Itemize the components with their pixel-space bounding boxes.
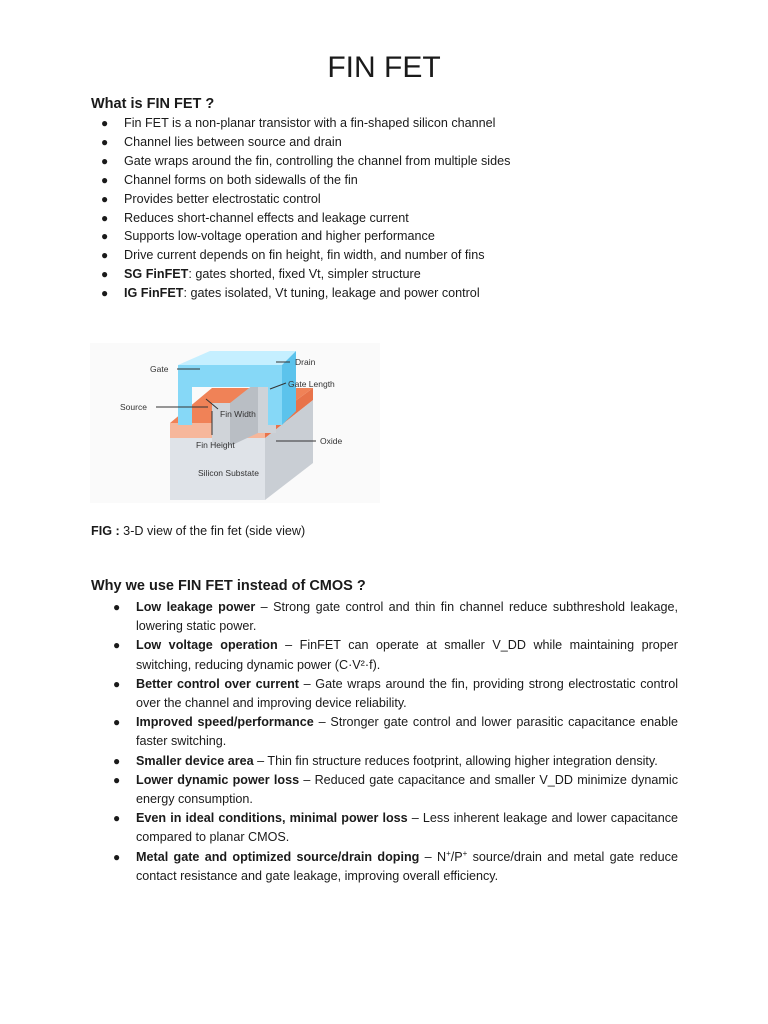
bullet-icon: ● — [113, 772, 121, 787]
list-item: ● Even in ideal conditions, minimal power loss – Less inherent leakage and lower capacitance compared to planar CMOS. — [113, 811, 678, 845]
bullet-icon: ● — [113, 715, 121, 730]
list-item: ● Channel forms on both sidewalls of the fin — [91, 171, 510, 190]
bullet-icon: ● — [101, 267, 109, 282]
list-item: ● Drive current depends on fin height, fin width, and number of fins — [91, 246, 510, 265]
ig-finfet-term: IG FinFET — [124, 286, 184, 301]
definition-list — [91, 114, 510, 303]
list-item: ● Better control over current – Gate wraps around the fin, providing strong electrostatic control over the channel and improving device reliability. — [113, 676, 678, 711]
bullet-icon: ● — [101, 191, 109, 206]
list-item: ● Smaller device area – Thin fin structure reduces footprint, allowing higher integration density. — [91, 752, 678, 771]
list-item: ● Low voltage operation – FinFET can operate at smaller V_DD while maintaining proper switching, reducing dynamic power (C·V²·f). — [113, 638, 678, 672]
bullet-icon: ● — [101, 172, 109, 187]
oxide-label: Oxide — [320, 436, 343, 446]
bullet-icon: ● — [101, 153, 109, 168]
bullet-icon: ● — [101, 286, 109, 301]
bullet-icon: ● — [101, 229, 109, 244]
list-item: ● Channel lies between source and drain — [91, 133, 510, 152]
list-item: ● Gate wraps around the fin, controlling the channel from multiple sides — [91, 152, 510, 171]
bullet-icon: ● — [113, 600, 121, 614]
list-item: ● Metal gate and optimized source/drain doping – N+/P+ source/drain and metal gate reduce contact resistance and gate leakage, improving overall efficiency. — [113, 848, 678, 883]
substrate-label: Silicon Substate — [198, 468, 259, 478]
bullet-icon: ● — [113, 753, 121, 768]
bullet-icon: ● — [113, 849, 121, 864]
section-heading-why-finfet: Why we use FIN FET instead of CMOS ? — [91, 578, 366, 594]
bullet-icon: ● — [101, 134, 109, 149]
list-item: ● Reduces short-channel effects and leakage current — [91, 209, 510, 228]
gate-label: Gate — [150, 364, 169, 374]
list-item: ● Provides better electrostatic control — [91, 190, 510, 209]
list-item: ● Lower dynamic power loss – Reduced gate capacitance and smaller V_DD minimize dynamic energy consumption. — [113, 772, 678, 807]
list-item: ● Improved speed/performance – Stronger gate control and lower parasitic capacitance enable faster switching. — [113, 715, 678, 749]
list-item: ● Fin FET is a non-planar transistor with a fin-shaped silicon channel — [91, 114, 510, 133]
bullet-icon: ● — [101, 210, 109, 225]
finfet-3d-diagram — [90, 343, 380, 503]
fin-width-label: Fin Width — [220, 409, 256, 419]
page-title: FIN FET — [327, 51, 441, 84]
list-item: ● IG FinFET: gates isolated, Vt tuning, leakage and power control — [91, 284, 510, 303]
bullet-icon: ● — [101, 116, 109, 130]
caption-prefix: FIG : — [91, 524, 120, 538]
finfet-diagram-svg — [90, 343, 380, 503]
figure-caption — [91, 522, 305, 540]
section-heading-what-is: What is FIN FET ? — [91, 96, 215, 112]
advantages-list — [91, 598, 678, 886]
gate-length-label: Gate Length — [288, 379, 335, 389]
bullet-icon: ● — [113, 638, 121, 653]
bullet-icon: ● — [113, 811, 121, 826]
list-item: ● Low leakage power – Strong gate control and thin fin channel reduce subthreshold leakage, lowering static power. — [113, 600, 679, 634]
bullet-icon: ● — [101, 248, 109, 263]
bullet-icon: ● — [113, 676, 121, 691]
caption-text: 3-D view of the fin fet (side view) — [119, 524, 306, 538]
fin-height-label: Fin Height — [196, 440, 235, 450]
list-item: ● Supports low-voltage operation and higher performance — [91, 227, 510, 246]
drain-label: Drain — [295, 357, 316, 367]
sg-finfet-term: SG FinFET — [124, 267, 189, 282]
list-item: ● SG FinFET: gates shorted, fixed Vt, simpler structure — [91, 265, 510, 284]
source-label: Source — [120, 402, 147, 412]
